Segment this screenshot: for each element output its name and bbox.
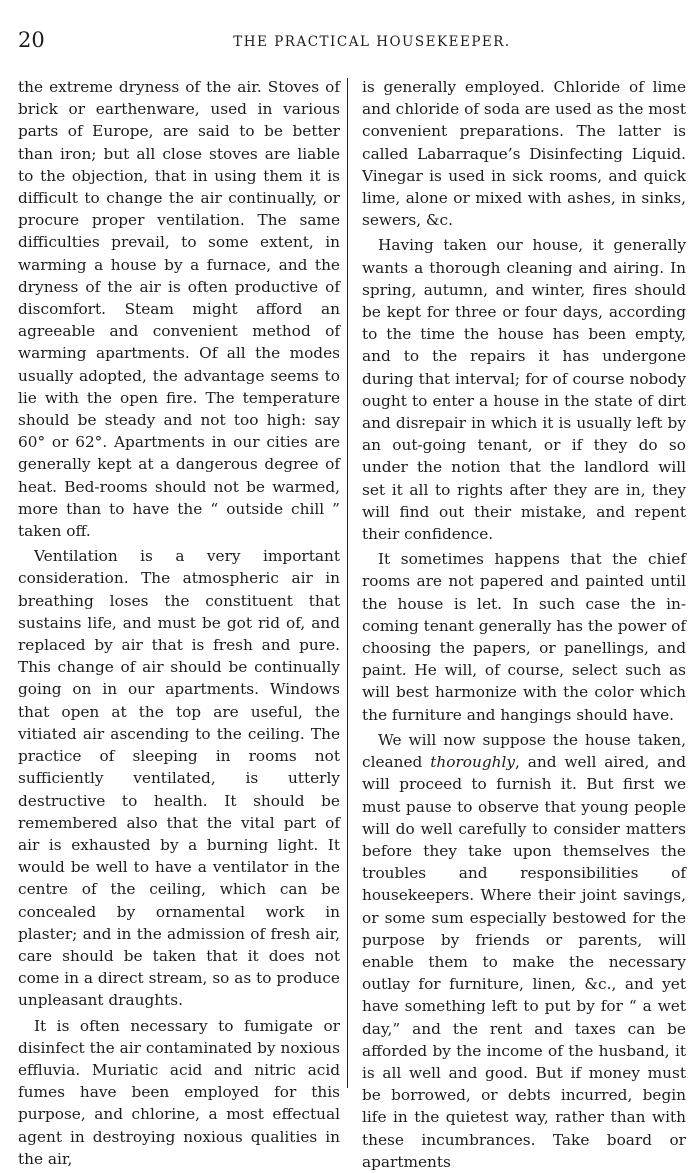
paragraph xyxy=(362,729,686,1173)
paragraph-text: , and well aired, and will proceed to furnish it. But first we must pause to observe that young people will do well carefully to consider matters before they take upon themselves the troubles and responsibilities of housekeepers. Where their joint savings, or some sum especially bestowed for the purpose by friends or parents, will enable them to make the necessary outlay for furniture, linen, &c., and yet have something left to put by for “ a wet day,” and the rent and taxes can be afforded by the income of the husband, it is all well and good. But if money must be borrowed, or debts incurred, begin life in the quietest way, rather than with these incumbrances. Take board or apartments xyxy=(362,753,686,1171)
paragraph-text: We will now suppose the house taken, cleaned xyxy=(362,730,686,772)
paragraph: Having taken our house, it generally wants a thorough cleaning and airing. In spring, autumn, and winter, fires should be kept for three or four days, according to the time the house has been empty, and to the repairs it has undergone during that interval; for of course nobody ought to enter a house in the state of dirt and disrepair in which it is usually left by an out-going tenant, or if they do so under the notion that the landlord will set it all to rights after they are in, they will find out their mistake, and repent their confidence. xyxy=(362,236,686,544)
paragraph: Ventilation is a very important consideration. The atmospheric air in breathing loses the constituent that sustains life, and must be got rid of, and replaced by air that is fresh and pure. This change of air should be continually going on in our apartments. Windows that open at the top are useful, the vitiated air ascending to the ceiling. The practice of sleeping in rooms not sufficiently ventilated, is utterly destructive to health. It should be remembered also that the vital part of air is exhausted by a burning light. It would be well to have a ventilator in the centre of the ceiling, which can be concealed by ornamental work in plaster; and in the admission of fresh air, care should be taken that it does not come in a direct stream, so as to produce unpleasant draughts. xyxy=(18,547,340,1010)
page-header xyxy=(18,28,686,62)
paragraph: is generally employed. Chloride of lime and chloride of soda are used as the most convenient preparations. The latter is called Labarraque’s Disinfecting Liquid. Vinegar is used in sick rooms, and quick lime, alone or mixed with ashes, in sinks, sewers, &c. xyxy=(362,78,686,230)
page-number: 20 xyxy=(18,28,45,52)
right-column xyxy=(362,76,686,1173)
paragraph: It is often necessary to fumigate or disinfect the air contaminated by noxious effluvia. Muriatic acid and nitric acid fumes have been employed for this purpose, and chlorine, a most effectual agent in destroying noxious qualities in the air, xyxy=(18,1016,340,1168)
running-title: THE PRACTICAL HOUSEKEEPER. xyxy=(233,34,511,50)
column-divider xyxy=(347,78,348,1088)
emphasis-text: thoroughly xyxy=(430,753,516,772)
text-columns xyxy=(18,76,686,1173)
paragraph: the extreme dryness of the air. Stoves of brick or earthenware, used in various parts of Europe, are said to be better than iron; but all close stoves are liable to the objection, that in using them it is difficult to change the air continually, or procure proper ventilation. The same difficulties prevail, to some extent, in warming a house by a furnace, and the dryness of the air is often productive of discomfort. Steam might afford an agreeable and convenient method of warming apartments. Of all the modes usually adopted, the advantage seems to lie with the open fire. The temperature should be steady and not too high: say 60° or 62°. Apartments in our cities are generally kept at a dangerous degree of heat. Bed-rooms should not be warmed, more than to have the “ outside chill ” taken off. xyxy=(18,78,340,541)
paragraph: It sometimes happens that the chief rooms are not papered and painted until the house is let. In such case the in-coming tenant generally has the power of choosing the papers, or panellings, and paint. He will, of course, select such as will best harmonize with the color which the furniture and hangings should have. xyxy=(362,550,686,724)
left-column xyxy=(18,76,340,1173)
